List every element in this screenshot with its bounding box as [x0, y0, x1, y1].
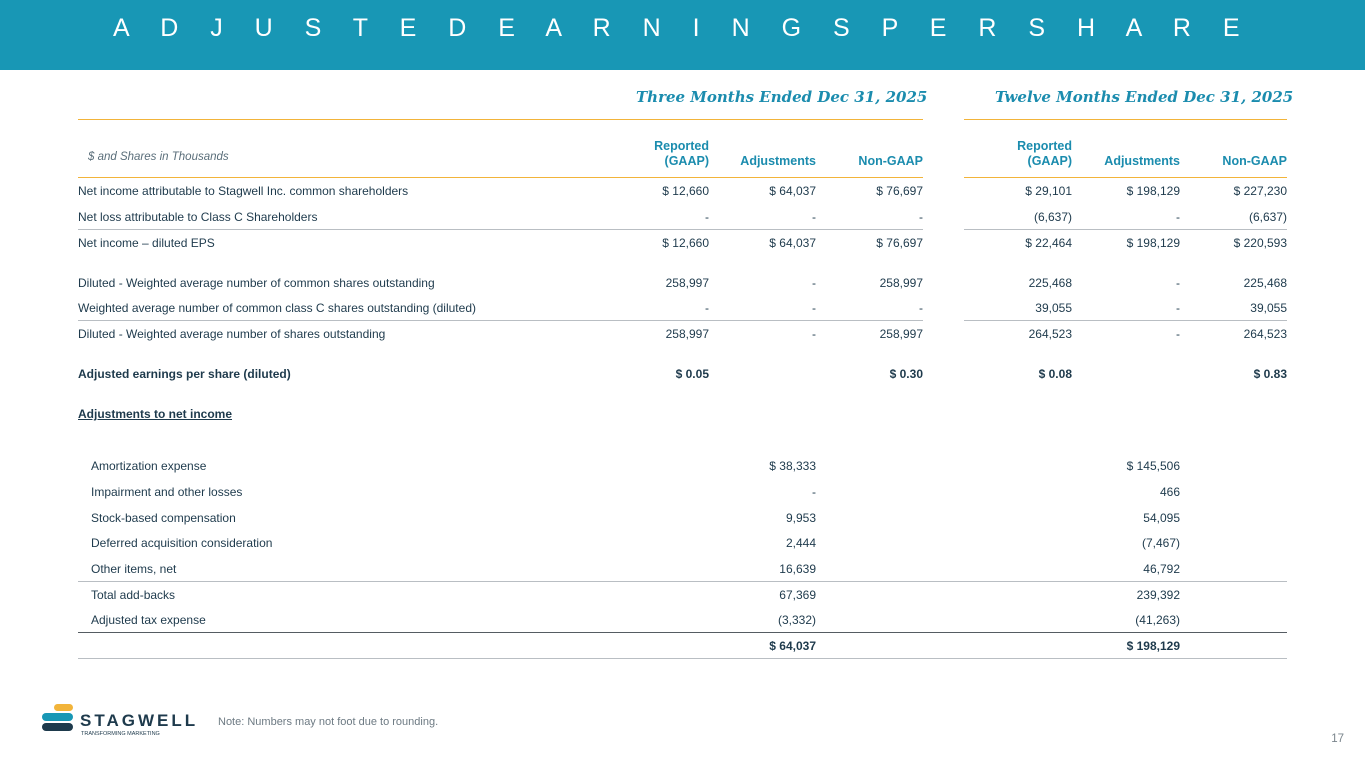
row-label: Weighted average number of common class C shares outstanding (diluted)	[78, 301, 476, 315]
row-value: $ 198,129	[1126, 236, 1180, 250]
adjustment-value-twelve: (7,467)	[1141, 536, 1180, 550]
row-value: $ 220,593	[1233, 236, 1287, 250]
header-rule-three	[78, 177, 923, 178]
adjusted-eps-value: $ 0.05	[675, 367, 709, 381]
row-value: $ 198,129	[1126, 184, 1180, 198]
row-label: Diluted - Weighted average number of common shares outstanding	[78, 276, 435, 290]
row-value: 39,055	[1250, 301, 1287, 315]
adjustment-value-three: 67,369	[779, 588, 816, 602]
adjustment-value-three: 16,639	[779, 562, 816, 576]
adjustment-value-twelve: $ 145,506	[1126, 459, 1180, 473]
row-value: -	[1176, 301, 1180, 315]
header-banner	[0, 0, 1365, 70]
adjustment-value-twelve: (41,263)	[1135, 613, 1180, 627]
row-divider	[78, 229, 923, 230]
row-value: 258,997	[665, 276, 709, 290]
period-underline-twelve	[964, 119, 1287, 120]
adjusted-eps-label: Adjusted earnings per share (diluted)	[78, 367, 291, 381]
col-reported-three	[600, 139, 709, 169]
adjustment-value-three: 2,444	[785, 536, 816, 550]
row-value: -	[812, 276, 816, 290]
row-value: 264,523	[1243, 327, 1287, 341]
page-title: A D J U S T E D E A R N I N G S P E R S H A R E	[112, 14, 1253, 42]
row-value: -	[919, 301, 923, 315]
adjustments-subtotal-rule	[78, 581, 1287, 582]
row-label: Net loss attributable to Class C Shareholders	[78, 210, 318, 224]
col-reported-line1: Reported	[1017, 139, 1072, 153]
adjusted-eps-value: $ 0.30	[889, 367, 923, 381]
period-three-months: Three Months Ended Dec 31, 2025	[636, 88, 928, 106]
row-label: Net income attributable to Stagwell Inc. common shareholders	[78, 184, 409, 198]
footnote: Note: Numbers may not foot due to rounding.	[218, 716, 439, 728]
row-value: -	[812, 301, 816, 315]
adjustment-label: Stock-based compensation	[91, 511, 236, 525]
row-value: -	[812, 327, 816, 341]
row-value: $ 12,660	[662, 236, 709, 250]
adjustment-value-twelve: 46,792	[1143, 562, 1180, 576]
row-value: $ 64,037	[769, 184, 816, 198]
units-note: $ and Shares in Thousands	[88, 151, 229, 163]
col-reported-twelve	[962, 139, 1072, 169]
header-rule-twelve	[964, 177, 1287, 178]
col-reported-line2: (GAAP)	[1027, 154, 1072, 168]
row-value: -	[1176, 327, 1180, 341]
row-value: -	[1176, 210, 1180, 224]
row-value: -	[705, 210, 709, 224]
row-value: 39,055	[1035, 301, 1072, 315]
period-twelve-months: Twelve Months Ended Dec 31, 2025	[995, 88, 1294, 106]
logo-wordmark: STAGWELL	[80, 711, 199, 730]
row-value: 258,997	[879, 327, 923, 341]
row-value: -	[919, 210, 923, 224]
row-value: 225,468	[1243, 276, 1287, 290]
row-value: -	[812, 210, 816, 224]
adjustment-value-three: $ 38,333	[769, 459, 816, 473]
row-label: Net income – diluted EPS	[78, 236, 215, 250]
row-value: 264,523	[1028, 327, 1072, 341]
row-value: -	[1176, 276, 1180, 290]
adjustments-heading: Adjustments to net income	[78, 407, 233, 421]
stagwell-logo	[40, 703, 210, 739]
col-reported-line1: Reported	[654, 139, 709, 153]
row-value: $ 29,101	[1025, 184, 1072, 198]
adjustment-value-three: (3,332)	[777, 613, 816, 627]
row-divider	[964, 229, 1287, 230]
row-value: $ 76,697	[876, 236, 923, 250]
adjustment-label: Amortization expense	[91, 459, 207, 473]
adjustments-total-twelve: $ 198,129	[1126, 639, 1180, 653]
adjustment-label: Adjusted tax expense	[91, 613, 206, 627]
row-value: -	[705, 301, 709, 315]
page-number: 17	[1331, 733, 1344, 745]
row-value: (6,637)	[1033, 210, 1072, 224]
adjustments-bottom-rule	[78, 658, 1287, 659]
adjustment-label: Total add-backs	[91, 588, 176, 602]
adjustment-label: Deferred acquisition consideration	[91, 536, 273, 550]
adjustment-value-three: -	[812, 485, 816, 499]
col-nongaap-three: Non-GAAP	[858, 154, 923, 168]
row-value: $ 227,230	[1233, 184, 1287, 198]
row-value: $ 12,660	[662, 184, 709, 198]
adjustments-total-rule	[78, 632, 1287, 633]
row-divider	[964, 320, 1287, 321]
period-underline-three	[78, 119, 923, 120]
adjustment-value-twelve: 54,095	[1143, 511, 1180, 525]
adjustment-label: Other items, net	[91, 562, 177, 576]
adjustment-value-three: 9,953	[785, 511, 816, 525]
col-nongaap-twelve: Non-GAAP	[1222, 154, 1287, 168]
row-value: $ 22,464	[1025, 236, 1072, 250]
row-value: (6,637)	[1248, 210, 1287, 224]
stagwell-logo-mark	[40, 703, 210, 739]
row-label: Diluted - Weighted average number of shares outstanding	[78, 327, 386, 341]
row-value: $ 76,697	[876, 184, 923, 198]
row-value: 258,997	[665, 327, 709, 341]
row-value: 225,468	[1028, 276, 1072, 290]
col-adjustments-twelve: Adjustments	[1104, 154, 1180, 168]
adjusted-eps-value: $ 0.08	[1038, 367, 1072, 381]
logo-tagline: TRANSFORMING MARKETING	[81, 731, 160, 737]
col-reported-line2: (GAAP)	[664, 154, 709, 168]
adjustment-value-twelve: 239,392	[1136, 588, 1180, 602]
adjustment-value-twelve: 466	[1159, 485, 1180, 499]
row-value: 258,997	[879, 276, 923, 290]
adjustments-total-three: $ 64,037	[769, 639, 816, 653]
adjusted-eps-value: $ 0.83	[1253, 367, 1287, 381]
row-divider	[78, 320, 923, 321]
col-adjustments-three: Adjustments	[740, 154, 816, 168]
row-value: $ 64,037	[769, 236, 816, 250]
adjustment-label: Impairment and other losses	[91, 485, 243, 499]
